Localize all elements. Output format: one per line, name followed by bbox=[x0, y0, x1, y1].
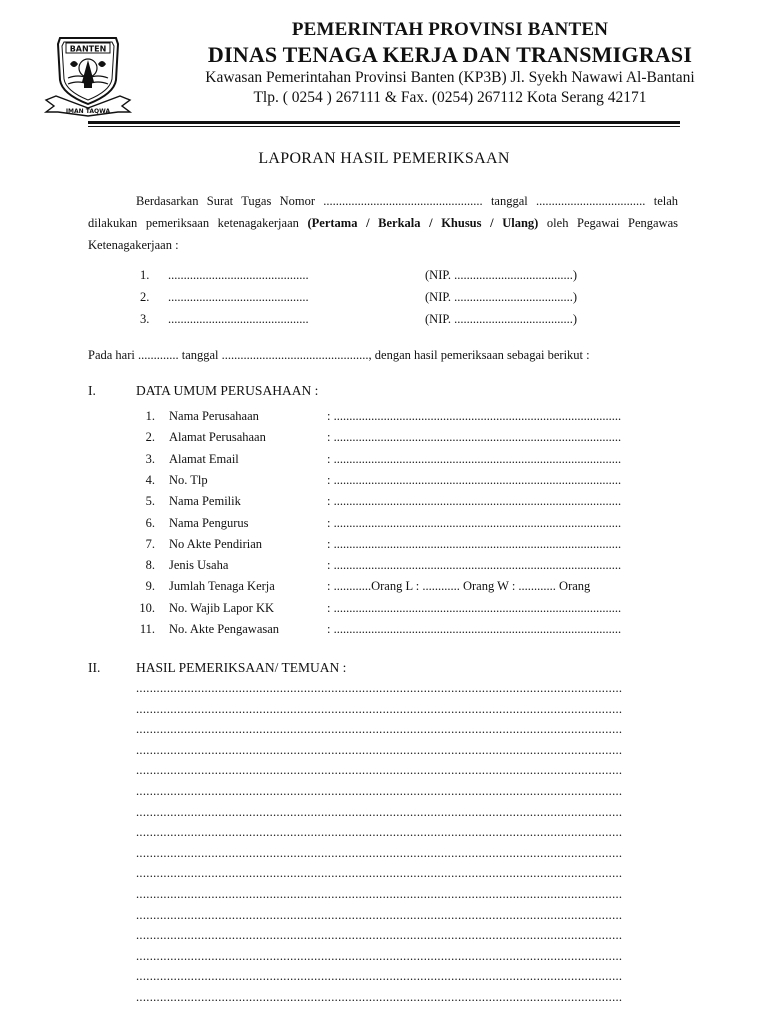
company-field-label: Alamat Email bbox=[169, 451, 239, 466]
company-field-value[interactable]: : ............................................................................................ bbox=[327, 515, 622, 530]
finding-line[interactable]: .............................................................................................................................................. bbox=[136, 681, 623, 695]
finding-line[interactable]: .............................................................................................................................................. bbox=[136, 784, 623, 798]
company-field-number: 1. bbox=[145, 409, 155, 423]
agency-name: DINAS TENAGA KERJA DAN TRANSMIGRASI bbox=[207, 42, 693, 67]
company-field-number: 11. bbox=[139, 622, 155, 636]
letterhead bbox=[0, 0, 768, 130]
company-field-number: 9. bbox=[145, 579, 155, 594]
company-field-label: Jenis Usaha bbox=[169, 558, 229, 573]
company-field-value[interactable]: : ............................................................................................ bbox=[327, 600, 622, 615]
company-field-label: No. Akte Pengawasan bbox=[169, 622, 280, 636]
section-2-number: II. bbox=[88, 660, 101, 675]
finding-line[interactable]: .............................................................................................................................................. bbox=[136, 701, 623, 716]
company-field-label: No Akte Pendirian bbox=[169, 536, 263, 551]
company-field-value[interactable]: : ............................................................................................ bbox=[327, 430, 622, 445]
inspector-number: 1. bbox=[140, 268, 150, 282]
finding-line[interactable]: .............................................................................................................................................. bbox=[136, 928, 623, 943]
company-field-value[interactable]: : ............................................................................................ bbox=[327, 558, 622, 573]
company-field-label: Jumlah Tenaga Kerja bbox=[169, 579, 275, 594]
company-field-value[interactable]: : ............................................................................................ bbox=[327, 409, 622, 423]
inspector-number: 3. bbox=[140, 312, 150, 326]
company-field-label: Nama Perusahaan bbox=[169, 409, 259, 423]
inspector-name-field[interactable]: ............................................. bbox=[168, 268, 309, 282]
inspector-number: 2. bbox=[140, 290, 150, 304]
finding-line[interactable]: .............................................................................................................................................. bbox=[136, 907, 623, 922]
company-field-value[interactable]: : ............................................................................................ bbox=[327, 622, 622, 636]
document-title: LAPORAN HASIL PEMERIKSAAN bbox=[258, 150, 510, 167]
finding-line[interactable]: .............................................................................................................................................. bbox=[136, 742, 623, 757]
letterhead-divider-thin bbox=[88, 126, 680, 127]
company-field-label: Nama Pengurus bbox=[169, 515, 249, 530]
finding-line[interactable]: .............................................................................................................................................. bbox=[136, 845, 623, 860]
government-name: PEMERINTAH PROVINSI BANTEN bbox=[291, 19, 609, 40]
svg-text:IMAN TAQWA: IMAN TAQWA bbox=[65, 108, 111, 115]
inspector-nip-field[interactable]: (NIP. ......................................) bbox=[425, 268, 578, 282]
section-1-title: DATA UMUM PERUSAHAAN : bbox=[136, 383, 319, 398]
company-field-label: Alamat Perusahaan bbox=[169, 430, 266, 445]
letterhead-divider-thick bbox=[88, 121, 680, 124]
inspector-nip-field[interactable]: (NIP. ......................................) bbox=[425, 312, 578, 326]
section-1-number: I. bbox=[88, 383, 96, 398]
banten-emblem-icon bbox=[42, 34, 134, 118]
company-field-value[interactable]: : ............................................................................................ bbox=[327, 494, 622, 509]
svg-text:BANTEN: BANTEN bbox=[69, 44, 107, 54]
company-field-number: 6. bbox=[145, 515, 155, 530]
inspection-type-options: (Pertama / Berkala / Khusus / Ulang) bbox=[307, 216, 539, 230]
finding-line[interactable]: .............................................................................................................................................. bbox=[136, 866, 623, 881]
agency-contact: Tlp. ( 0254 ) 267111 & Fax. (0254) 267112 Kota Serang 42171 bbox=[253, 89, 647, 106]
intro-text-c: oleh Pegawai Pengawas Ketenagakerjaan : bbox=[88, 216, 678, 252]
banten-emblem-logo bbox=[42, 34, 134, 118]
inspector-name-field[interactable]: ............................................. bbox=[168, 290, 309, 304]
finding-line[interactable]: .............................................................................................................................................. bbox=[136, 804, 623, 819]
company-field-value[interactable]: : ............Orang L : ............ Orang W : ............ Orang bbox=[327, 579, 591, 594]
finding-line[interactable]: .............................................................................................................................................. bbox=[136, 825, 623, 840]
intro-paragraph bbox=[88, 190, 678, 256]
section-2-heading bbox=[88, 660, 346, 676]
intro-text-b: telah dilakukan pemeriksaan ketenagakerjaan bbox=[88, 194, 679, 230]
finding-line[interactable]: .............................................................................................................................................. bbox=[136, 722, 623, 737]
inspection-date-line: Pada hari ............. tanggal ..............................................., dengan hasil pemeriksaan sebagai berikut : bbox=[88, 348, 590, 362]
finding-line[interactable]: .............................................................................................................................................. bbox=[136, 763, 623, 778]
company-field-label: No. Wajib Lapor KK bbox=[169, 600, 274, 615]
finding-line[interactable]: .............................................................................................................................................. bbox=[136, 887, 623, 901]
letterhead-text bbox=[150, 18, 750, 108]
section-1-heading bbox=[88, 383, 318, 399]
company-field-label: No. Tlp bbox=[169, 472, 208, 487]
finding-line[interactable]: .............................................................................................................................................. bbox=[136, 969, 623, 984]
company-field-number: 7. bbox=[145, 536, 155, 551]
company-field-value[interactable]: : ............................................................................................ bbox=[327, 472, 622, 487]
company-field-label: Nama Pemilik bbox=[169, 494, 241, 509]
finding-line[interactable]: .............................................................................................................................................. bbox=[136, 990, 623, 1004]
company-field-number: 4. bbox=[145, 472, 155, 487]
company-field-number: 8. bbox=[145, 558, 155, 573]
section-2-title: HASIL PEMERIKSAAN/ TEMUAN : bbox=[136, 660, 347, 675]
inspector-name-field[interactable]: ............................................. bbox=[168, 312, 309, 326]
inspector-nip-field[interactable]: (NIP. ......................................) bbox=[425, 290, 578, 304]
finding-line[interactable]: .............................................................................................................................................. bbox=[136, 948, 623, 963]
company-field-number: 5. bbox=[145, 494, 155, 509]
company-field-number: 3. bbox=[145, 451, 155, 466]
company-field-number: 2. bbox=[145, 430, 155, 445]
agency-address: Kawasan Pemerintahan Provinsi Banten (KP3B) Jl. Syekh Nawawi Al-Bantani bbox=[205, 69, 695, 86]
company-field-number: 10. bbox=[139, 600, 155, 615]
intro-text-a: Berdasarkan Surat Tugas Nomor ................................................... tanggal ................................... bbox=[136, 194, 646, 208]
company-field-value[interactable]: : ............................................................................................ bbox=[327, 451, 622, 466]
company-field-value[interactable]: : ............................................................................................ bbox=[327, 536, 622, 551]
